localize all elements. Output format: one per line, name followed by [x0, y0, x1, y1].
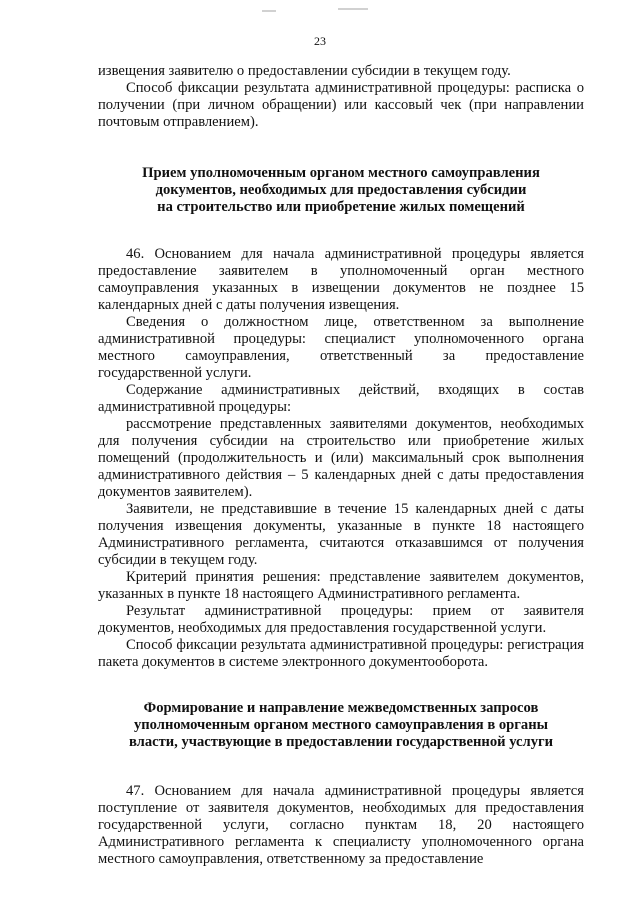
paragraph: извещения заявителю о предоставлении субсидии в текущем году.	[98, 63, 511, 79]
heading-line: на строительство или приобретение жилых помещений	[157, 199, 525, 215]
paragraph: рассмотрение представленных заявителями документов, необходимых для получения субсидии на строительство или приобретение жилых помещений (продолжительность и (или) максимальный срок выполнения административного действия – 5 календарных дней с даты предоставления документов заявителем).	[98, 416, 584, 500]
paragraph: Результат административной процедуры: прием от заявителя документов, необходимых для предоставления государственной услуги.	[98, 603, 584, 636]
section-heading	[98, 165, 584, 216]
heading-line: Прием уполномоченным органом местного самоуправления	[142, 165, 540, 181]
paragraph: Содержание административных действий, входящих в состав административной процедуры:	[98, 382, 584, 415]
scan-artifact	[338, 8, 368, 10]
paragraph: Способ фиксации результата административной процедуры: регистрация пакета документов в системе электронного документооборота.	[98, 637, 584, 670]
paragraph: Заявители, не представившие в течение 15 календарных дней с даты получения извещения документы, указанные в пункте 18 настоящего Административного регламента, считаются отказавшимся от получения субсидии в текущем году.	[98, 501, 584, 568]
page-number: 23	[314, 34, 326, 48]
paragraph: Способ фиксации результата административной процедуры: расписка о получении (при личном обращении) или кассовый чек (при направлении почтовым отправлением).	[98, 80, 584, 130]
spacer	[98, 216, 584, 246]
paragraph: Сведения о должностном лице, ответственном за выполнение административной процедуры: специалист уполномоченного органа местного самоуправления, ответственный за предоставление государственной услуги.	[98, 314, 584, 381]
document-body	[98, 63, 584, 868]
spacer	[98, 751, 584, 783]
paragraph: 46. Основанием для начала административной процедуры является предоставление заявителем в уполномоченный орган местного самоуправления указанных в извещении документов не позднее 15 календарных дней с даты получения извещения.	[98, 246, 584, 313]
paragraph: 47. Основанием для начала административной процедуры является поступление от заявителя документов, необходимых для предоставления государственной услуги, согласно пунктам 18, 20 настоящего Административного регламента к специалисту уполномоченного органа местного самоуправления, ответственному за предоставление	[98, 783, 584, 867]
heading-line: документов, необходимых для предоставления субсидии	[155, 182, 527, 198]
paragraph: Критерий принятия решения: представление заявителем документов, указанных в пункте 18 настоящего Административного регламента.	[98, 569, 584, 602]
heading-line: власти, участвующие в предоставлении государственной услуги	[128, 734, 554, 750]
scan-artifact	[262, 10, 276, 12]
section-heading	[98, 700, 584, 751]
heading-line: уполномоченным органом местного самоуправления в органы	[133, 717, 549, 733]
spacer	[98, 671, 584, 700]
spacer	[98, 131, 584, 165]
heading-line: Формирование и направление межведомственных запросов	[143, 700, 539, 716]
